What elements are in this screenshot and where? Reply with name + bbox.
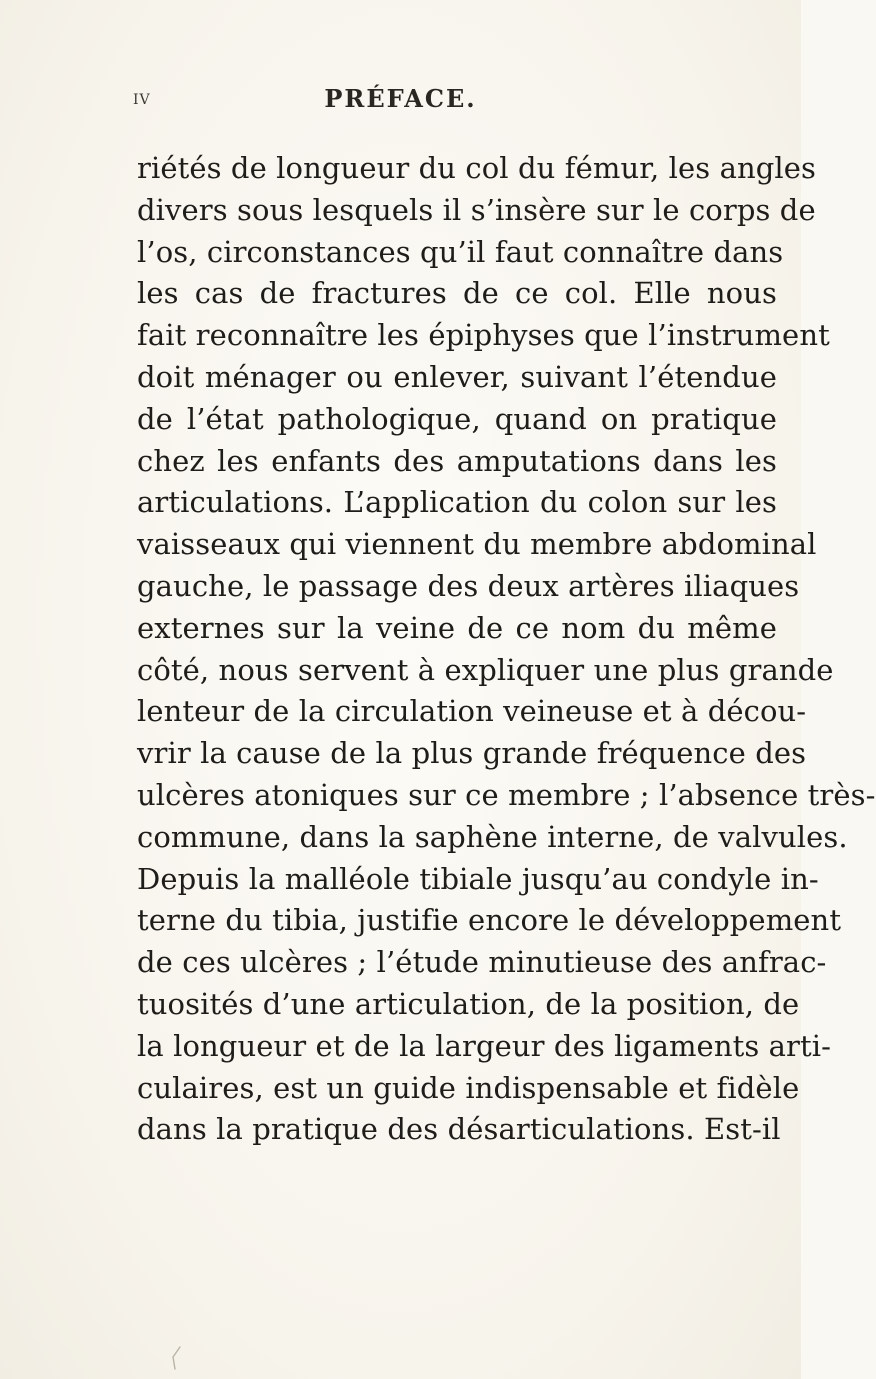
text-line: côté, nous servent à expliquer une plus grande <box>137 652 834 687</box>
text-line: de l’état pathologique, quand on pratique <box>137 401 777 436</box>
text-line: vaisseaux qui viennent du membre abdominal <box>137 527 817 562</box>
text-line: riétés de longueur du col du fémur, les angles <box>137 151 817 185</box>
text-line: articulations. L’application du colon sur les <box>137 485 777 520</box>
text-line: divers sous lesquels il s’insère sur le corps de <box>137 192 816 227</box>
text-line: vrir la cause de la plus grande fréquence des <box>137 736 807 771</box>
pencil-mark-icon <box>168 1345 182 1371</box>
text-line: terne du tibia, justifie encore le développement <box>137 903 842 938</box>
text-line: Depuis la malléole tibiale jusqu’au condyle in- <box>137 861 819 896</box>
text-line: doit ménager ou enlever, suivant l’étendue <box>137 359 777 394</box>
text-line: lenteur de la circulation veineuse et à décou- <box>137 694 807 729</box>
text-line: la longueur et de la largeur des ligaments arti- <box>137 1028 832 1063</box>
text-line: l’os, circonstances qu’il faut connaître dans <box>137 234 784 269</box>
text-line: commune, dans la saphène interne, de valvules. <box>137 819 848 854</box>
body-text <box>137 148 876 1151</box>
text-line: fait reconnaître les épiphyses que l’instrument <box>137 318 830 353</box>
text-line: gauche, le passage des deux artères iliaques <box>137 568 800 603</box>
text-line: tuosités d’une articulation, de la position, de <box>137 986 800 1021</box>
text-line: externes sur la veine de ce nom du même <box>137 610 777 645</box>
text-line: de ces ulcères ; l’étude minutieuse des anfrac- <box>137 945 827 980</box>
text-line: les cas de fractures de ce col. Elle nous <box>137 276 777 311</box>
text-line: dans la pratique des désarticulations. Est-il <box>137 1112 781 1147</box>
text-line: chez les enfants des amputations dans les <box>137 443 777 478</box>
text-line: culaires, est un guide indispensable et fidèle <box>137 1070 800 1105</box>
page-number: IV <box>133 92 151 108</box>
running-head: PRÉFACE. <box>324 84 477 113</box>
text-line: ulcères atoniques sur ce membre ; l’absence très- <box>137 777 876 812</box>
